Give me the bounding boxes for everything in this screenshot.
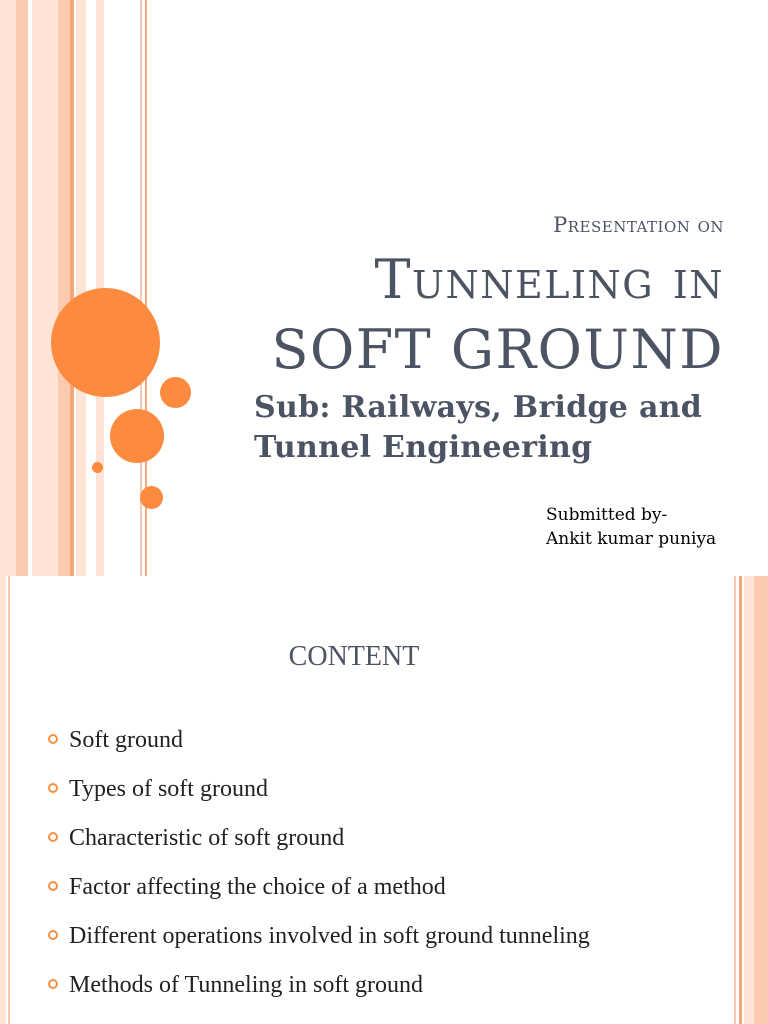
subtitle-line: Tunnel Engineering bbox=[254, 430, 593, 465]
list-item bbox=[47, 964, 687, 1006]
presentation-kicker: Presentation on bbox=[553, 213, 724, 237]
bullet-icon bbox=[48, 881, 58, 891]
bullet-icon bbox=[48, 783, 58, 793]
list-item bbox=[47, 719, 687, 761]
list-item-text: Factor affecting the choice of a method bbox=[69, 874, 446, 900]
bullet-icon bbox=[48, 979, 58, 989]
list-item-text: Types of soft ground bbox=[69, 776, 268, 802]
slide-title-line: Tunneling in bbox=[374, 248, 724, 311]
author-name: Ankit kumar puniya bbox=[546, 529, 717, 549]
list-item bbox=[47, 817, 687, 859]
decorative-stripe bbox=[734, 576, 736, 1024]
list-item-text: Methods of Tunneling in soft ground bbox=[69, 972, 424, 998]
decorative-stripe bbox=[70, 0, 74, 576]
content-heading: CONTENT bbox=[288, 641, 420, 672]
bullet-icon bbox=[48, 832, 58, 842]
decorative-stripe bbox=[0, 0, 16, 576]
decorative-stripe bbox=[739, 576, 742, 1024]
decorative-stripe bbox=[32, 0, 58, 576]
decorative-stripe bbox=[754, 576, 768, 1024]
list-item bbox=[47, 866, 687, 908]
slide-title bbox=[164, 245, 724, 385]
submitted-label: Submitted by- bbox=[546, 505, 668, 525]
slide-title-line: SOFT GROUND bbox=[271, 318, 724, 381]
list-item-text: Different operations involved in soft ground tunneling bbox=[69, 923, 590, 949]
bullet-icon bbox=[48, 734, 58, 744]
content-list bbox=[47, 719, 687, 1013]
slide-subtitle bbox=[254, 388, 744, 468]
decorative-stripe bbox=[744, 576, 754, 1024]
decorative-circle bbox=[110, 409, 164, 463]
decorative-circle-small bbox=[92, 462, 103, 473]
list-item bbox=[47, 768, 687, 810]
decorative-stripe bbox=[16, 0, 28, 576]
submitted-by-block bbox=[546, 503, 716, 551]
bullet-icon bbox=[48, 930, 58, 940]
content-slide bbox=[0, 576, 768, 1024]
list-item-text: Soft ground bbox=[69, 727, 183, 753]
decorative-circle bbox=[140, 486, 163, 509]
decorative-stripe bbox=[76, 0, 86, 576]
decorative-stripe bbox=[58, 0, 70, 576]
list-item bbox=[47, 915, 687, 957]
subtitle-line: Sub: Railways, Bridge and bbox=[254, 390, 703, 425]
list-item-text: Characteristic of soft ground bbox=[69, 825, 345, 851]
decorative-circle-large bbox=[51, 288, 160, 397]
